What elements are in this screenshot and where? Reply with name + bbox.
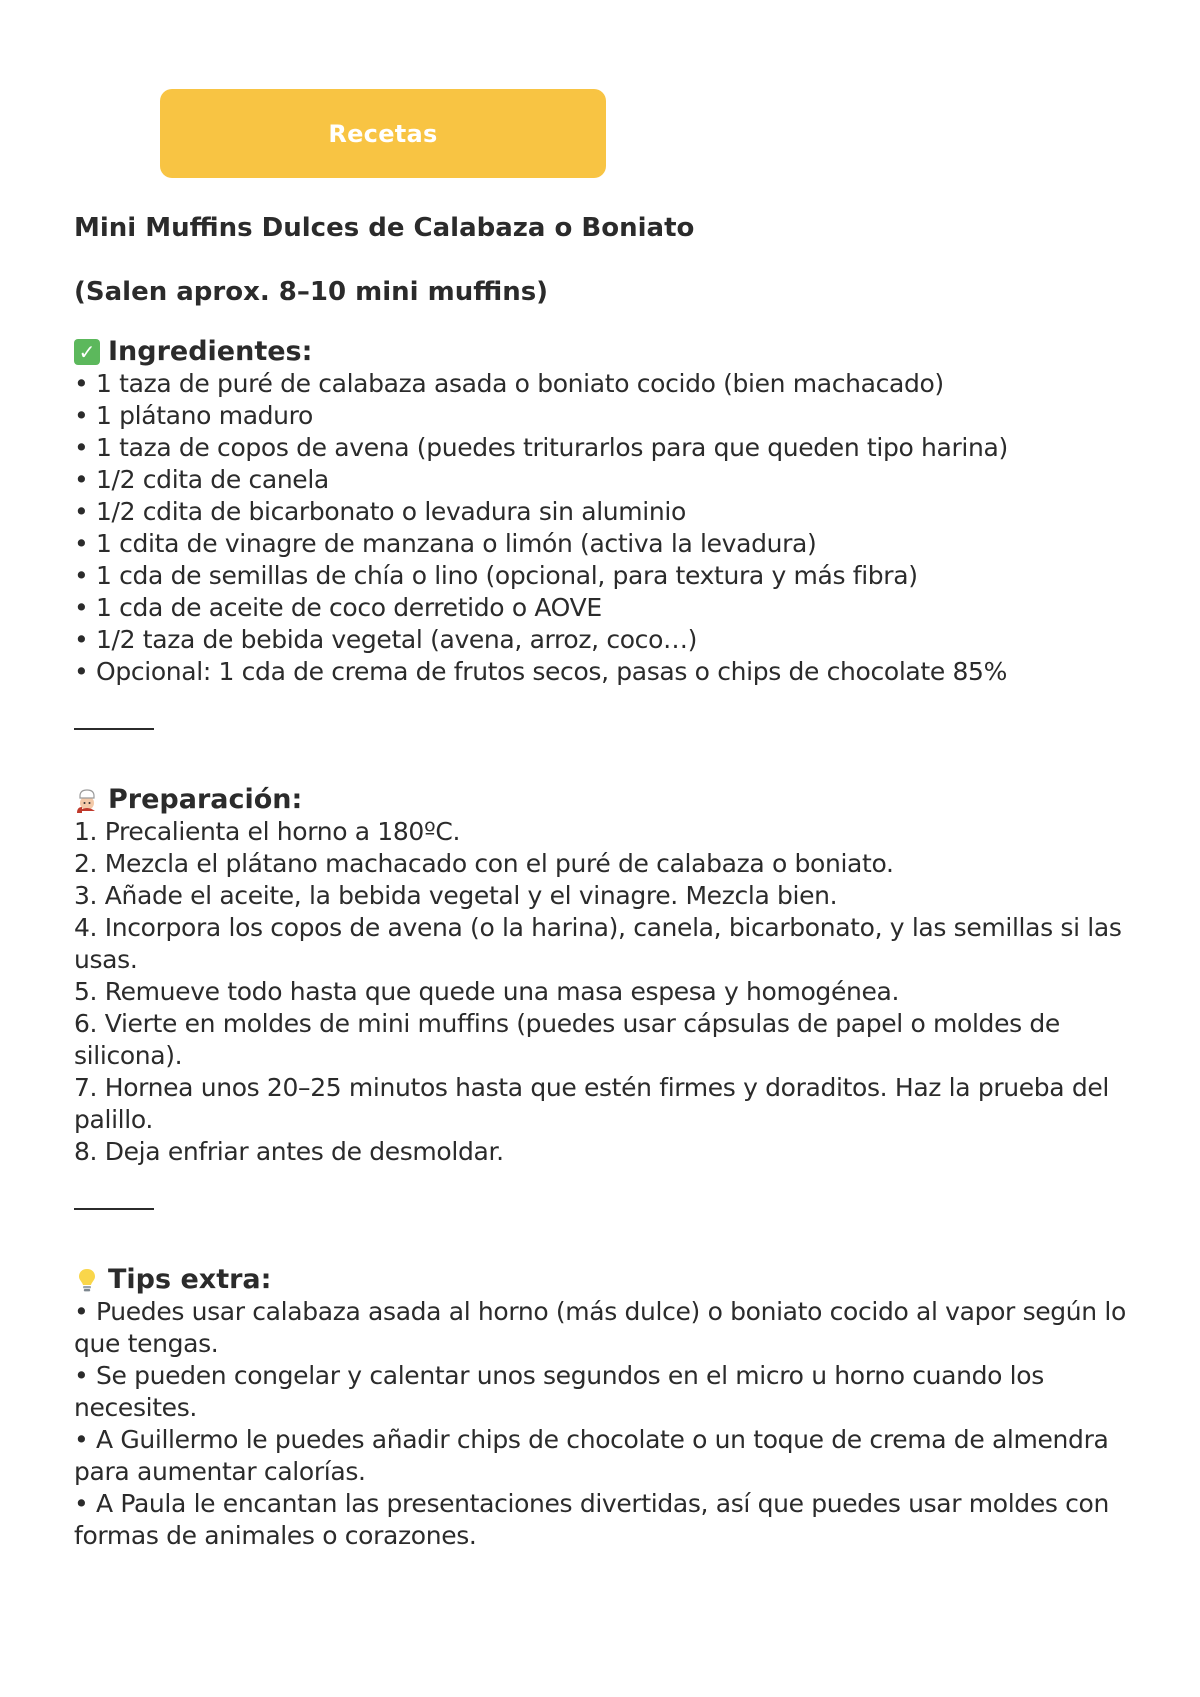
list-item: • Opcional: 1 cda de crema de frutos secos, pasas o chips de chocolate 85% [74,657,1007,686]
list-item: • Se pueden congelar y calentar unos segundos en el micro u horno cuando los necesites. [74,1361,1044,1422]
list-item: • A Paula le encantan las presentaciones divertidas, así que puedes usar moldes con formas de animales o corazones. [74,1489,1109,1550]
step-item: 4. Incorpora los copos de avena (o la harina), canela, bicarbonato, y las semillas si las usas. [74,913,1122,974]
list-item: • 1 cda de semillas de chía o lino (opcional, para textura y más fibra) [74,561,918,590]
list-item: • 1 taza de puré de calabaza asada o boniato cocido (bien machacado) [74,369,944,398]
tips-heading [74,1264,1134,1296]
list-item: • 1/2 taza de bebida vegetal (avena, arroz, coco…) [74,625,698,654]
section-divider [74,1208,154,1210]
ingredients-heading [74,336,1134,368]
list-item: • 1 taza de copos de avena (puedes triturarlos para que queden tipo harina) [74,433,1008,462]
ingredients-heading-label: Ingredientes: [108,336,313,367]
step-item: 5. Remueve todo hasta que quede una masa espesa y homogénea. [74,977,900,1006]
section-divider [74,728,154,730]
list-item: • Puedes usar calabaza asada al horno (más dulce) o boniato cocido al vapor según lo que tengas. [74,1297,1126,1358]
step-item: 8. Deja enfriar antes de desmoldar. [74,1137,504,1166]
recipe-title: Mini Muffins Dulces de Calabaza o Boniato [74,213,695,243]
step-item: 3. Añade el aceite, la bebida vegetal y el vinagre. Mezcla bien. [74,881,838,910]
step-item: 2. Mezcla el plátano machacado con el puré de calabaza o boniato. [74,849,894,878]
list-item: • A Guillermo le puedes añadir chips de chocolate o un toque de crema de almendra para aumentar calorías. [74,1425,1109,1486]
recetas-badge [160,89,606,178]
preparation-section [74,784,1134,1168]
recipe-content [74,206,1134,1552]
ingredients-list [74,368,1134,688]
list-item: • 1 cda de aceite de coco derretido o AOVE [74,593,602,622]
preparation-heading [74,784,1134,816]
recipe-subtitle: (Salen aprox. 8–10 mini muffins) [74,277,549,307]
list-item: • 1/2 cdita de bicarbonato o levadura sin aluminio [74,497,686,526]
preparation-heading-label: Preparación: [108,784,303,815]
tips-list [74,1296,1134,1552]
step-item: 6. Vierte en moldes de mini muffins (puedes usar cápsulas de papel o moldes de silicona). [74,1009,1060,1070]
check-mark-icon: ✓ [74,339,100,365]
light-bulb-icon [74,1267,100,1293]
list-item: • 1 cdita de vinagre de manzana o limón (activa la levadura) [74,529,817,558]
step-item: 1. Precalienta el horno a 180ºC. [74,817,461,846]
tips-heading-label: Tips extra: [108,1264,272,1295]
chef-icon [74,787,100,813]
tips-section [74,1264,1134,1552]
list-item: • 1/2 cdita de canela [74,465,329,494]
list-item: • 1 plátano maduro [74,401,314,430]
preparation-steps [74,816,1134,1168]
badge-label: Recetas [328,119,438,148]
step-item: 7. Hornea unos 20–25 minutos hasta que estén firmes y doraditos. Haz la prueba del palillo. [74,1073,1110,1134]
ingredients-section [74,336,1134,688]
